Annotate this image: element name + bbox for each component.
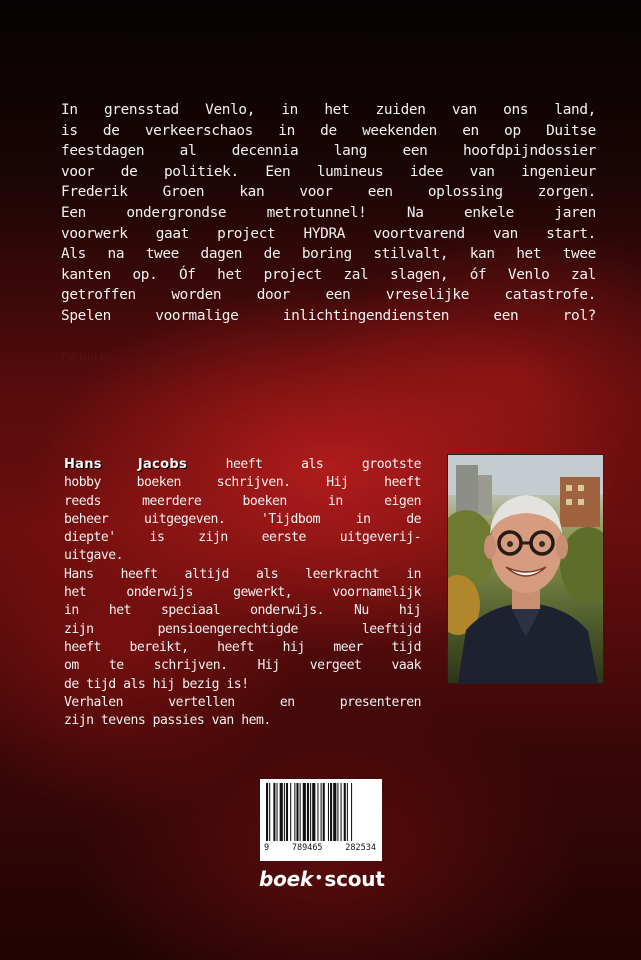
bio-line: beheer uitgegeven. 'Tijdbom in de (64, 511, 421, 527)
publisher-logo (259, 867, 383, 891)
bio-line: Hans heeft altijd als leerkracht in (64, 566, 421, 582)
author-bio (64, 456, 421, 730)
bio-line: diepte' is zijn eerste uitgeverij- (64, 530, 421, 546)
publisher-logo-dot: • (314, 868, 324, 887)
bio-line: de tijd als hij bezig is! (64, 676, 249, 692)
synopsis-line: getroffen worden door een vreselijke catastrofe. (61, 287, 596, 304)
barcode-bars (260, 779, 382, 843)
bio-line: zijn tevens passies van hem. (64, 713, 271, 729)
synopsis-line: Frederik Groen kan voor een oplossing zorgen. (61, 184, 596, 201)
synopsis-text (61, 100, 596, 327)
synopsis-line: Een ondergrondse metrotunnel! Na enkele jaren (61, 204, 596, 221)
bio-line: het onderwijs gewerkt, voornamelijk (64, 585, 421, 601)
author-photo (447, 454, 604, 684)
bio-line: reeds meerdere boeken in eigen (64, 493, 421, 509)
bio-line: zijn pensioengerechtigde leeftijd (64, 621, 421, 637)
isbn-barcode (260, 779, 382, 861)
bio-line: in het speciaal onderwijs. Nu hij (64, 603, 421, 619)
isbn-digits-right: 282534 (345, 843, 376, 853)
bio-line-text: heeft als grootste (187, 457, 421, 472)
synopsis-line: voor de politiek. Een lumineus idee van ingenieur (61, 163, 596, 180)
isbn-digits (260, 843, 382, 853)
synopsis-line: Spelen voormalige inlichtingendiensten een rol? (61, 307, 596, 324)
bio-line: Verhalen vertellen en presenteren (64, 694, 421, 710)
synopsis-line: is de verkeerschaos in de weekenden en op Duitse (61, 122, 596, 139)
bio-line: om te schrijven. Hij vergeet vaak (64, 658, 421, 674)
synopsis-line: kanten op. Óf het project zal slagen, óf Venlo zal (61, 266, 596, 283)
publisher-logo-part1: boek (259, 867, 314, 891)
synopsis-faded-line: De tijd tikt door. (61, 349, 147, 364)
bio-line: heeft bereikt, heeft hij meer tijd (64, 639, 421, 655)
synopsis-line: Als na twee dagen de boring stilvalt, kan het twee (61, 246, 596, 263)
author-portrait-illustration (448, 455, 603, 683)
isbn-digits-left: 789465 (291, 843, 323, 853)
synopsis-line: In grensstad Venlo, in het zuiden van ons land, (61, 102, 596, 118)
synopsis-line: feestdagen al decennia lang een hoofdpijndossier (61, 143, 596, 160)
bio-line: hobby boeken schrijven. Hij heeft (64, 475, 421, 491)
author-name: Hans Jacobs (64, 457, 187, 472)
publisher-logo-part2: scout (324, 867, 385, 891)
bio-line: uitgave. (64, 548, 124, 564)
synopsis-line: voorwerk gaat project HYDRA voortvarend van start. (61, 225, 596, 242)
isbn-digit-first: 9 (264, 843, 270, 853)
bio-line (64, 456, 421, 474)
